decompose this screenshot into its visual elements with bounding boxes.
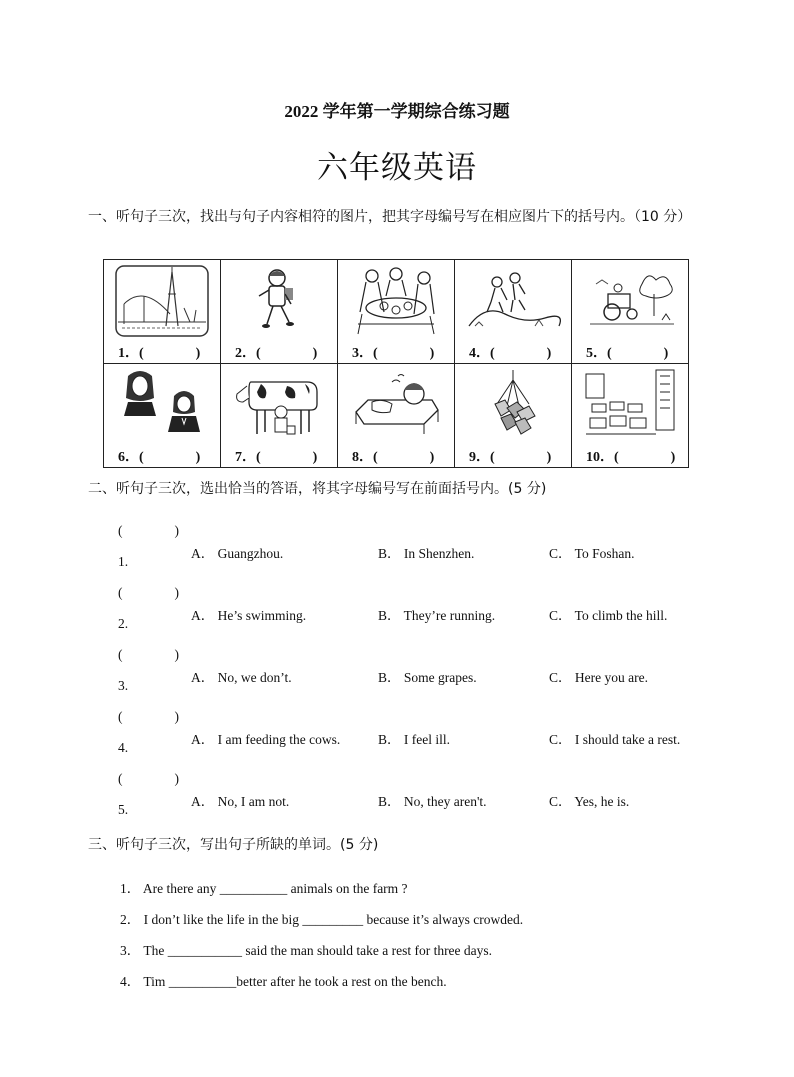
picture-cell-4 bbox=[455, 260, 572, 364]
option-a: A． Guangzhou. bbox=[191, 546, 284, 561]
two-people-picture bbox=[114, 368, 210, 442]
traffic-jam-picture bbox=[582, 368, 678, 442]
tractor-farm-picture bbox=[582, 264, 678, 338]
picture-cell-6 bbox=[104, 364, 221, 468]
sleeping-in-bed-picture bbox=[348, 368, 444, 442]
milking-cow-picture bbox=[231, 368, 327, 442]
picture-label-3: 3．( ) bbox=[352, 346, 435, 361]
picture-cell-1 bbox=[104, 260, 221, 364]
option-c: C． Yes, he is. bbox=[549, 794, 630, 809]
picture-cell-5 bbox=[572, 260, 689, 364]
option-c: C． To climb the hill. bbox=[549, 608, 668, 623]
picture-label-4: 4．( ) bbox=[469, 346, 552, 361]
fill-blank-sentence-1: 1． Are there any __________ animals on the farm ? bbox=[120, 881, 408, 896]
picture-cell-8 bbox=[338, 364, 455, 468]
answer-blank[interactable]: ( ) bbox=[118, 523, 179, 538]
worksheet-title: 六年级英语 bbox=[317, 150, 477, 186]
option-b: B． I feel ill. bbox=[378, 732, 450, 747]
picture-label-7: 7．( ) bbox=[235, 450, 318, 465]
hill-climbing-picture bbox=[465, 264, 561, 338]
option-b: B． They’re running. bbox=[378, 608, 496, 623]
worksheet-subtitle: 2022 学年第一学期综合练习题 bbox=[284, 102, 510, 121]
picture-label-10: 10．( ) bbox=[586, 450, 676, 465]
family-dinner-picture bbox=[348, 264, 444, 338]
option-a: A． He’s swimming. bbox=[191, 608, 307, 623]
option-a: A． I am feeding the cows. bbox=[191, 732, 341, 747]
running-boy-picture bbox=[231, 264, 327, 338]
option-c: C． To Foshan. bbox=[549, 546, 635, 561]
choice-question-1 bbox=[118, 523, 718, 583]
option-a: A． No, I am not. bbox=[191, 794, 290, 809]
picture-cell-10 bbox=[572, 364, 689, 468]
answer-blank[interactable]: ( ) bbox=[118, 585, 179, 600]
choice-question-5 bbox=[118, 771, 718, 831]
picture-cell-9 bbox=[455, 364, 572, 468]
option-b: B． Some grapes. bbox=[378, 670, 477, 685]
option-c: C． Here you are. bbox=[549, 670, 648, 685]
fill-blank-sentence-2: 2． I don’t like the life in the big _________ because it’s always crowded. bbox=[120, 912, 524, 927]
option-a: A． No, we don’t. bbox=[191, 670, 292, 685]
choice-question-3 bbox=[118, 647, 718, 707]
section2-instruction: 二、听句子三次，选出恰当的答语，将其字母编号写在前面括号内。(5 分) bbox=[88, 481, 547, 497]
option-b: B． No, they aren't. bbox=[378, 794, 487, 809]
question-number: 1. bbox=[118, 554, 129, 569]
option-c: C． I should take a rest. bbox=[549, 732, 681, 747]
picture-cell-7 bbox=[221, 364, 338, 468]
picture-label-2: 2．( ) bbox=[235, 346, 318, 361]
picture-cell-3 bbox=[338, 260, 455, 364]
fill-blank-sentence-3: 3． The ___________ said the man should take a rest for three days. bbox=[120, 943, 493, 958]
option-b: B． In Shenzhen. bbox=[378, 546, 475, 561]
choice-question-2 bbox=[118, 585, 718, 645]
tower-bridge-picture bbox=[114, 264, 210, 338]
picture-label-6: 6．( ) bbox=[118, 450, 201, 465]
question-number: 5. bbox=[118, 802, 129, 817]
answer-blank[interactable]: ( ) bbox=[118, 709, 179, 724]
picture-label-8: 8．( ) bbox=[352, 450, 435, 465]
answer-blank[interactable]: ( ) bbox=[118, 771, 179, 786]
section3-instruction: 三、听句子三次，写出句子所缺的单词。(5 分) bbox=[88, 837, 379, 853]
question-number: 4. bbox=[118, 740, 129, 755]
answer-blank[interactable]: ( ) bbox=[118, 647, 179, 662]
choice-question-4 bbox=[118, 709, 718, 769]
picture-label-5: 5．( ) bbox=[586, 346, 669, 361]
section1-instruction: 一、听句子三次，找出与句子内容相符的图片，把其字母编号写在相应图片下的括号内。（10 分） bbox=[88, 209, 692, 225]
picture-label-1: 1．( ) bbox=[118, 346, 201, 361]
picture-label-9: 9．( ) bbox=[469, 450, 552, 465]
question-number: 2. bbox=[118, 616, 129, 631]
fill-blank-sentence-4: 4． Tim __________better after he took a rest on the bench. bbox=[120, 974, 447, 989]
picture-cell-2 bbox=[221, 260, 338, 364]
picture-grid bbox=[103, 259, 689, 468]
question-number: 3. bbox=[118, 678, 129, 693]
zongzi-picture bbox=[465, 368, 561, 442]
